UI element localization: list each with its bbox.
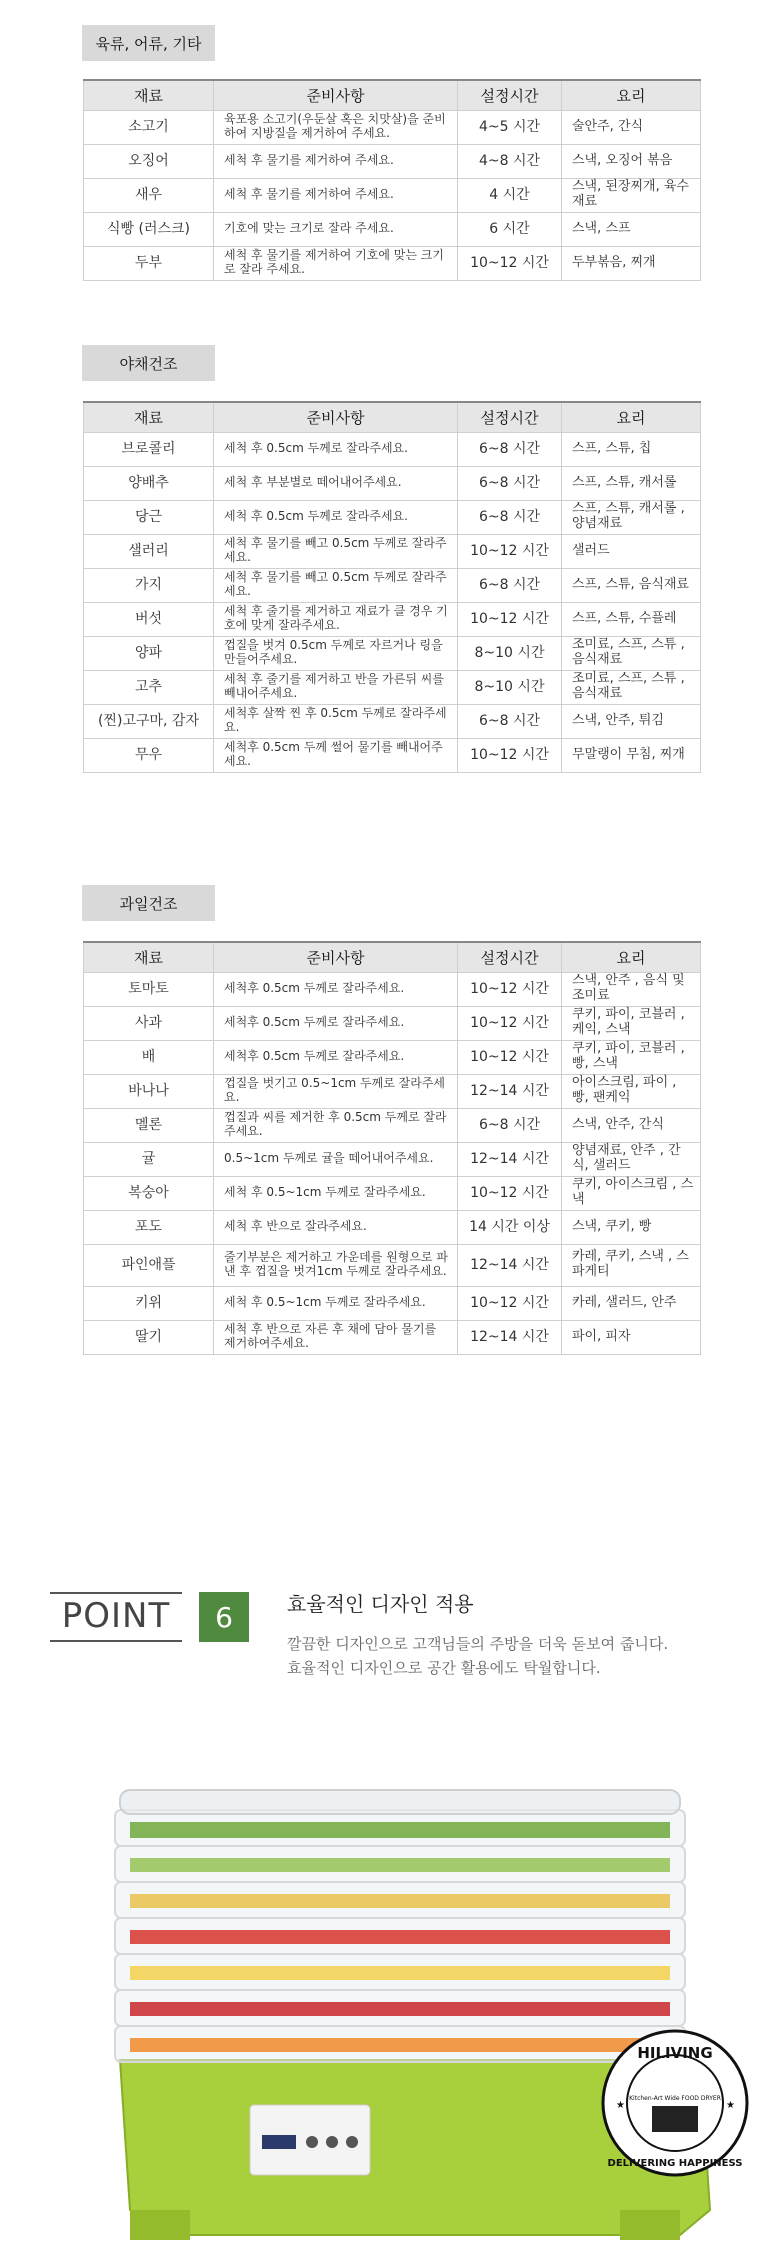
time-cell: 6~8 시간	[458, 466, 562, 500]
section-tab-vegetable: 야채건조	[82, 345, 215, 381]
svg-text:★: ★	[616, 2100, 625, 2111]
table-row	[84, 178, 701, 212]
ingredient-cell: 귤	[84, 1142, 214, 1176]
ingredient-cell: 키위	[84, 1286, 214, 1320]
ingredient-cell: 바나나	[84, 1074, 214, 1108]
dish-cell: 쿠키, 파이, 코블러 , 케익, 스낵	[562, 1006, 701, 1040]
table-row	[84, 1006, 701, 1040]
ingredient-cell: 양파	[84, 636, 214, 670]
dish-cell: 카레, 쿠키, 스낵 , 스파게티	[562, 1244, 701, 1286]
time-cell: 8~10 시간	[458, 636, 562, 670]
dish-cell: 스프, 스튜, 음식재료	[562, 568, 701, 602]
ingredient-cell: 브로콜리	[84, 432, 214, 466]
ingredient-cell: 가지	[84, 568, 214, 602]
table-header-row	[84, 942, 701, 972]
col-header-time: 설정시간	[458, 402, 562, 432]
time-cell: 14 시간 이상	[458, 1210, 562, 1244]
prep-cell: 세척 후 0.5~1cm 두께로 잘라주세요.	[214, 1176, 458, 1210]
dish-cell: 스낵, 안주, 튀김	[562, 704, 701, 738]
dish-cell: 샐러드	[562, 534, 701, 568]
table-fruit	[83, 941, 701, 1355]
time-cell: 10~12 시간	[458, 246, 562, 280]
table-row	[84, 1142, 701, 1176]
point-description	[287, 1632, 668, 1680]
point-rule-bottom	[50, 1640, 182, 1642]
prep-cell: 세척 후 물기를 빼고 0.5cm 두께로 잘라주세요.	[214, 534, 458, 568]
prep-cell: 껍질과 씨를 제거한 후 0.5cm 두께로 잘라주세요.	[214, 1108, 458, 1142]
table-row	[84, 1286, 701, 1320]
prep-cell: 세척 후 0.5~1cm 두께로 잘라주세요.	[214, 1286, 458, 1320]
table-row	[84, 110, 701, 144]
prep-cell: 세척 후 줄기를 제거하고 재료가 클 경우 기호에 맞게 잘라주세요.	[214, 602, 458, 636]
prep-cell: 세척후 0.5cm 두께로 잘라주세요.	[214, 1040, 458, 1074]
time-cell: 10~12 시간	[458, 1176, 562, 1210]
time-cell: 10~12 시간	[458, 1040, 562, 1074]
table-vegetable	[83, 401, 701, 773]
table-row	[84, 212, 701, 246]
prep-cell: 세척 후 물기를 제거하여 주세요.	[214, 178, 458, 212]
time-cell: 12~14 시간	[458, 1142, 562, 1176]
time-cell: 10~12 시간	[458, 1286, 562, 1320]
ingredient-cell: 무우	[84, 738, 214, 772]
prep-cell: 세척 후 줄기를 제거하고 반을 가른뒤 씨를 빼내어주세요.	[214, 670, 458, 704]
prep-cell: 껍질을 벗겨 0.5cm 두께로 자르거나 링을 만들어주세요.	[214, 636, 458, 670]
dish-cell: 술안주, 간식	[562, 110, 701, 144]
table-row	[84, 602, 701, 636]
table-row	[84, 738, 701, 772]
time-cell: 6~8 시간	[458, 500, 562, 534]
dish-cell: 조미료, 스프, 스튜 , 음식재료	[562, 670, 701, 704]
time-cell: 4~8 시간	[458, 144, 562, 178]
prep-cell: 줄기부분은 제거하고 가운데를 원형으로 파낸 후 껍질을 벗겨1cm 두께로 잘라주세요.	[214, 1244, 458, 1286]
ingredient-cell: 포도	[84, 1210, 214, 1244]
ingredient-cell: 소고기	[84, 110, 214, 144]
prep-cell: 세척 후 반으로 잘라주세요.	[214, 1210, 458, 1244]
table-row	[84, 246, 701, 280]
table-row	[84, 1074, 701, 1108]
table-meat	[83, 79, 701, 281]
dish-cell: 스낵, 된장찌개, 육수재료	[562, 178, 701, 212]
dish-cell: 카레, 샐러드, 안주	[562, 1286, 701, 1320]
prep-cell: 세척 후 0.5cm 두께로 잘라주세요.	[214, 500, 458, 534]
dish-cell: 무말랭이 무침, 찌개	[562, 738, 701, 772]
col-header-dish: 요리	[562, 942, 701, 972]
dish-cell: 스프, 스튜, 캐서롤 , 양념재료	[562, 500, 701, 534]
point-number-badge: 6	[199, 1592, 249, 1642]
col-header-ingredient: 재료	[84, 942, 214, 972]
ingredient-cell: 파인애플	[84, 1244, 214, 1286]
section-tab-fruit: 과일건조	[82, 885, 215, 921]
ingredient-cell: 두부	[84, 246, 214, 280]
table-row	[84, 636, 701, 670]
prep-cell: 세척 후 부분별로 떼어내어주세요.	[214, 466, 458, 500]
dish-cell: 스낵, 스프	[562, 212, 701, 246]
ingredient-cell: 버섯	[84, 602, 214, 636]
dish-cell: 스프, 스튜, 캐서롤	[562, 466, 701, 500]
col-header-time: 설정시간	[458, 942, 562, 972]
table-row	[84, 1244, 701, 1286]
dish-cell: 아이스크림, 파이 , 빵, 팬케익	[562, 1074, 701, 1108]
ingredient-cell: 새우	[84, 178, 214, 212]
time-cell: 12~14 시간	[458, 1244, 562, 1286]
time-cell: 12~14 시간	[458, 1074, 562, 1108]
badge-top-text: HILIVING	[637, 2044, 713, 2062]
section-tab-meat: 육류, 어류, 기타	[82, 25, 215, 61]
time-cell: 10~12 시간	[458, 972, 562, 1006]
ingredient-cell: 토마토	[84, 972, 214, 1006]
table-row	[84, 568, 701, 602]
time-cell: 6~8 시간	[458, 568, 562, 602]
point-label: POINT	[61, 1596, 171, 1636]
col-header-ingredient: 재료	[84, 402, 214, 432]
time-cell: 12~14 시간	[458, 1320, 562, 1354]
table-row	[84, 466, 701, 500]
ingredient-cell: 사과	[84, 1006, 214, 1040]
dish-cell: 두부볶음, 찌개	[562, 246, 701, 280]
dish-cell: 쿠키, 아이스크림 , 스낵	[562, 1176, 701, 1210]
ingredient-cell: 양배추	[84, 466, 214, 500]
dish-cell: 양념재료, 안주 , 간식, 샐러드	[562, 1142, 701, 1176]
ingredient-cell: 고추	[84, 670, 214, 704]
col-header-prep: 준비사항	[214, 942, 458, 972]
table-row	[84, 1176, 701, 1210]
prep-cell: 0.5~1cm 두께로 귤을 떼어내어주세요.	[214, 1142, 458, 1176]
prep-cell: 육포용 소고기(우둔살 혹은 치맛살)을 준비하여 지방질을 제거하여 주세요.	[214, 110, 458, 144]
prep-cell: 세척 후 반으로 자른 후 채에 담아 물기를 제거하여주세요.	[214, 1320, 458, 1354]
col-header-prep: 준비사항	[214, 80, 458, 110]
time-cell: 10~12 시간	[458, 1006, 562, 1040]
ingredient-cell: 딸기	[84, 1320, 214, 1354]
col-header-dish: 요리	[562, 402, 701, 432]
badge-bottom-text: DELIVERING HAPPINESS	[607, 2158, 743, 2169]
table-row	[84, 534, 701, 568]
ingredient-cell: 샐러리	[84, 534, 214, 568]
table-row	[84, 1040, 701, 1074]
prep-cell: 세척후 0.5cm 두께로 잘라주세요.	[214, 1006, 458, 1040]
time-cell: 10~12 시간	[458, 738, 562, 772]
time-cell: 10~12 시간	[458, 602, 562, 636]
time-cell: 4 시간	[458, 178, 562, 212]
svg-text:★: ★	[726, 2100, 735, 2111]
table-row	[84, 704, 701, 738]
table-row	[84, 972, 701, 1006]
hiliving-badge-icon	[600, 2028, 750, 2178]
dish-cell: 스프, 스튜, 수플레	[562, 602, 701, 636]
col-header-dish: 요리	[562, 80, 701, 110]
ingredient-cell: (찐)고구마, 감자	[84, 704, 214, 738]
ingredient-cell: 멜론	[84, 1108, 214, 1142]
prep-cell: 세척후 살짝 찐 후 0.5cm 두께로 잘라주세요.	[214, 704, 458, 738]
dish-cell: 스낵, 쿠키, 빵	[562, 1210, 701, 1244]
point-desc-line-1: 깔끔한 디자인으로 고객님들의 주방을 더욱 돋보여 줍니다.	[287, 1635, 669, 1653]
time-cell: 6 시간	[458, 212, 562, 246]
prep-cell: 기호에 맞는 크기로 잘라 주세요.	[214, 212, 458, 246]
dish-cell: 스낵, 안주 , 음식 및 조미료	[562, 972, 701, 1006]
dish-cell: 스낵, 안주, 간식	[562, 1108, 701, 1142]
prep-cell: 세척 후 물기를 빼고 0.5cm 두께로 잘라주세요.	[214, 568, 458, 602]
dish-cell: 파이, 피자	[562, 1320, 701, 1354]
time-cell: 6~8 시간	[458, 1108, 562, 1142]
table-row	[84, 1108, 701, 1142]
point-desc-line-2: 효율적인 디자인으로 공간 활용에도 탁월합니다.	[287, 1659, 601, 1677]
table-row	[84, 1320, 701, 1354]
ingredient-cell: 오징어	[84, 144, 214, 178]
prep-cell: 세척후 0.5cm 두께 썰어 물기를 빼내어주세요.	[214, 738, 458, 772]
time-cell: 10~12 시간	[458, 534, 562, 568]
dish-cell: 스낵, 오징어 볶음	[562, 144, 701, 178]
table-row	[84, 432, 701, 466]
col-header-ingredient: 재료	[84, 80, 214, 110]
ingredient-cell: 식빵 (러스크)	[84, 212, 214, 246]
time-cell: 8~10 시간	[458, 670, 562, 704]
dish-cell: 스프, 스튜, 칩	[562, 432, 701, 466]
col-header-time: 설정시간	[458, 80, 562, 110]
ingredient-cell: 당근	[84, 500, 214, 534]
table-header-row	[84, 80, 701, 110]
ingredient-cell: 복숭아	[84, 1176, 214, 1210]
prep-cell: 세척 후 물기를 제거하여 주세요.	[214, 144, 458, 178]
time-cell: 6~8 시간	[458, 432, 562, 466]
table-row	[84, 500, 701, 534]
table-row	[84, 144, 701, 178]
table-row	[84, 670, 701, 704]
prep-cell: 세척 후 물기를 제거하여 기호에 맞는 크기로 잘라 주세요.	[214, 246, 458, 280]
dish-cell: 조미료, 스프, 스튜 , 음식재료	[562, 636, 701, 670]
food-dryer-image	[100, 1780, 740, 2250]
time-cell: 6~8 시간	[458, 704, 562, 738]
badge-caption: Kitchen-Art Wide FOOD DRYER	[629, 2095, 721, 2102]
ingredient-cell: 배	[84, 1040, 214, 1074]
point-title: 효율적인 디자인 적용	[287, 1592, 474, 1616]
col-header-prep: 준비사항	[214, 402, 458, 432]
prep-cell: 껍질을 벗기고 0.5~1cm 두께로 잘라주세요.	[214, 1074, 458, 1108]
prep-cell: 세척후 0.5cm 두께로 잘라주세요.	[214, 972, 458, 1006]
table-row	[84, 1210, 701, 1244]
prep-cell: 세척 후 0.5cm 두께로 잘라주세요.	[214, 432, 458, 466]
table-header-row	[84, 402, 701, 432]
dish-cell: 쿠키, 파이, 코블러 , 빵, 스낵	[562, 1040, 701, 1074]
time-cell: 4~5 시간	[458, 110, 562, 144]
point-rule-top	[50, 1592, 182, 1594]
